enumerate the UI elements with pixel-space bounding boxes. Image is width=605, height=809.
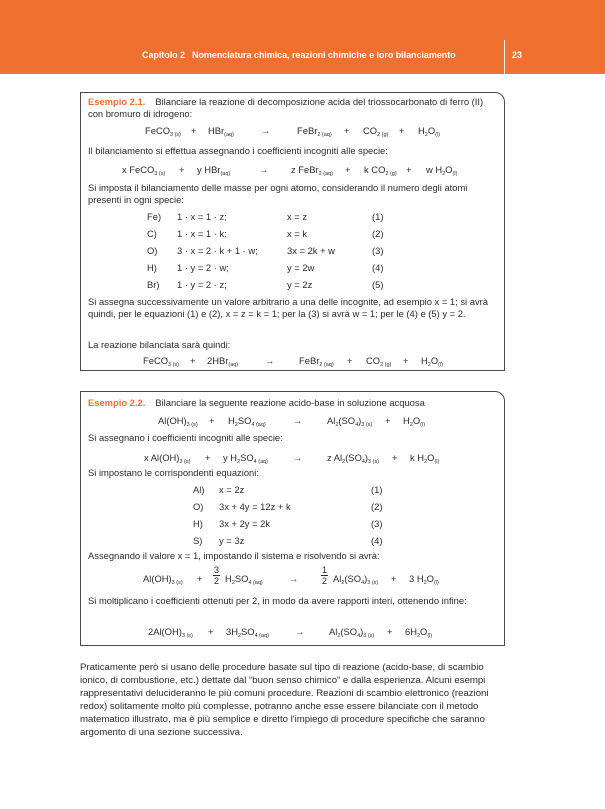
example-2-2-label: Esempio 2.2. xyxy=(88,397,146,408)
fraction-three-halves: $\frac{3}{2}$ xyxy=(214,565,220,586)
chapter-label: Capitolo 2 xyxy=(142,50,186,60)
example-2-1-coeff-text: Il bilanciamento si effettua assegnando i coefficienti incogniti alle specie: xyxy=(88,145,388,156)
example-2-1-mass-text: Si imposta il bilanciamento delle masse per ogni atomo, considerando il numero degli atomi presenti in ogni specie: xyxy=(88,182,468,205)
example-2-1-box: Esempio 2.1. Bilanciare la reazione di decomposizione acida del triossocarbonato di ferro (II) con bromuro di idrogeno: FeCO$_{3 (s)}$ + HBr$_{(aq)}$ → FeBr$_{2 (aq)}$ + $CO_{2 (g)}$ + $H_2O_{(l)}$ Il bilanciamento si effettua assegnando i coefficienti incogniti alle specie: x FeCO$_{3 (s)}$ + y HBr$_{(aq)}$ → z FeBr$_{2 (aq)}$ + k $CO_{2 (g)}$ + w $H_2O_{(l)}$ Si imposta il bilanciamento delle masse per ogni atomo, considerando il numero degli atomi presenti in ogni specie: Fe) 1 · x = 1 · z; x = z (1) C) 1 · x = 1 · k; x = k (2) O) 3 · x = 2 · k + 1 · w; 3x = 2k + w (3) H) 1 · y = 2 · w; y = 2w (4) Br) 1 · y = 2 · z; y = 2z (5) Si assegna successivamente un valore arbitrario a una delle incognite, ad esempio x = 1; si avrà quindi, per le equazioni (1) e (2), x = z = k = 1; per la (3) si avrà w = 1; per le (4) e (5) y = 2. La reazione bilanciata sarà quindi: FeCO$_{3 (s)}$ + 2HBr$_{(aq)}$ → FeBr$_{2 (aq)}$ + $CO_{2 (g)}$ + $H_2O_{(l)}$ xyxy=(80,92,505,371)
example-2-1-assign-text: Si assegna successivamente un valore arbitrario a una delle incognite, ad esempio x = 1; si avrà quindi, per le equazioni (1) e (2), x = z = k = 1; per la (3) si avrà w = 1; per le (4) e (5) y = 2. xyxy=(88,296,488,320)
closing-paragraph: Praticamente però si usano delle procedure basate sul tipo di reazione (acido-base, di scambio ionico, di combustione, etc.) dettate dal “buon senso chimico” e dalla esperienza. Alcuni esempi rappresentativi delucideranno le più comuni procedure. Reazioni di scambio elettronico (reazioni redox) solitamente molto più complesse, potranno anche esse essere bilanciate con il metodo matematico illustrato, ma è più semplice e diretto l'impiego di procedure specifiche che saranno argomento di una sezione successiva. xyxy=(80,662,489,738)
example-2-2-multiply-text: Si moltiplicano i coefficienti ottenuti per 2, in modo da avere rapporti interi, ottenendo infine: xyxy=(88,595,467,606)
running-header xyxy=(142,50,456,60)
chapter-title: Nomenclatura chimica, reazioni chimiche e loro bilanciamento xyxy=(192,50,456,60)
example-2-1-intro xyxy=(88,96,498,120)
example-2-1-label: Esempio 2.1. xyxy=(88,96,146,107)
example-2-2-box: Esempio 2.2. Bilanciare la seguente reazione acido-base in soluzione acquosa $Al(OH)_{3 (s)}$ + $H_2SO_{4 (aq)}$ → $Al_2(SO_4)_{3 (s)}$ + $H_2O_{(l)}$ Si assegnano i coefficienti incogniti alle specie: x $Al(OH)_{3 (s)}$ + y $H_2SO_{4 (aq)}$ → z $Al_2(SO_4)_{3 (s)}$ + k $H_2O_{(l)}$ Si impostano le corrispondenti equazioni: Al) x = 2z (1) O) 3x + 4y = 12z + k (2) H) 3x + 2y = 2k (3) S) y = 3z (4) Assegnando il valore x = 1, impostando il sistema e risolvendo si avrà: $Al(OH)_{3 (s)}$ + $\frac{3}{2}$ $H_2SO_{4 (aq)}$ → $\frac{1}{2}$ $Al_2(SO_4)_{3 (s)}$ + 3 $H_2O_{(l)}$ Si moltiplicano i coefficienti ottenuti per 2, in modo da avere rapporti interi, ottenendo infine: $2Al(OH)_{3 (s)}$ + $3H_2SO_{4 (aq)}$ → $Al_2(SO_4)_{3 (s)}$ + $6H_2O_{(l)}$ xyxy=(80,391,505,646)
example-2-1-intro-text: Bilanciare la reazione di decomposizione acida del triossocarbonato di ferro (II) con bromuro di idrogeno: xyxy=(88,96,484,119)
page-number: 23 xyxy=(512,50,523,60)
page-header-band xyxy=(0,0,605,74)
example-2-2-assign-text: Assegnando il valore x = 1, impostando il sistema e risolvendo si avrà: xyxy=(88,550,380,561)
example-2-2-eqs-text: Si impostano le corrispondenti equazioni: xyxy=(88,467,259,478)
example-2-2-intro xyxy=(88,397,425,409)
example-2-1-result-text: La reazione bilanciata sarà quindi: xyxy=(88,339,231,350)
example-2-2-intro-text: Bilanciare la seguente reazione acido-base in soluzione acquosa xyxy=(155,397,425,408)
header-divider xyxy=(504,40,505,74)
example-2-2-coeff-text: Si assegnano i coefficienti incogniti alle specie: xyxy=(88,432,283,443)
fraction-one-half: $\frac{1}{2}$ xyxy=(322,565,328,586)
